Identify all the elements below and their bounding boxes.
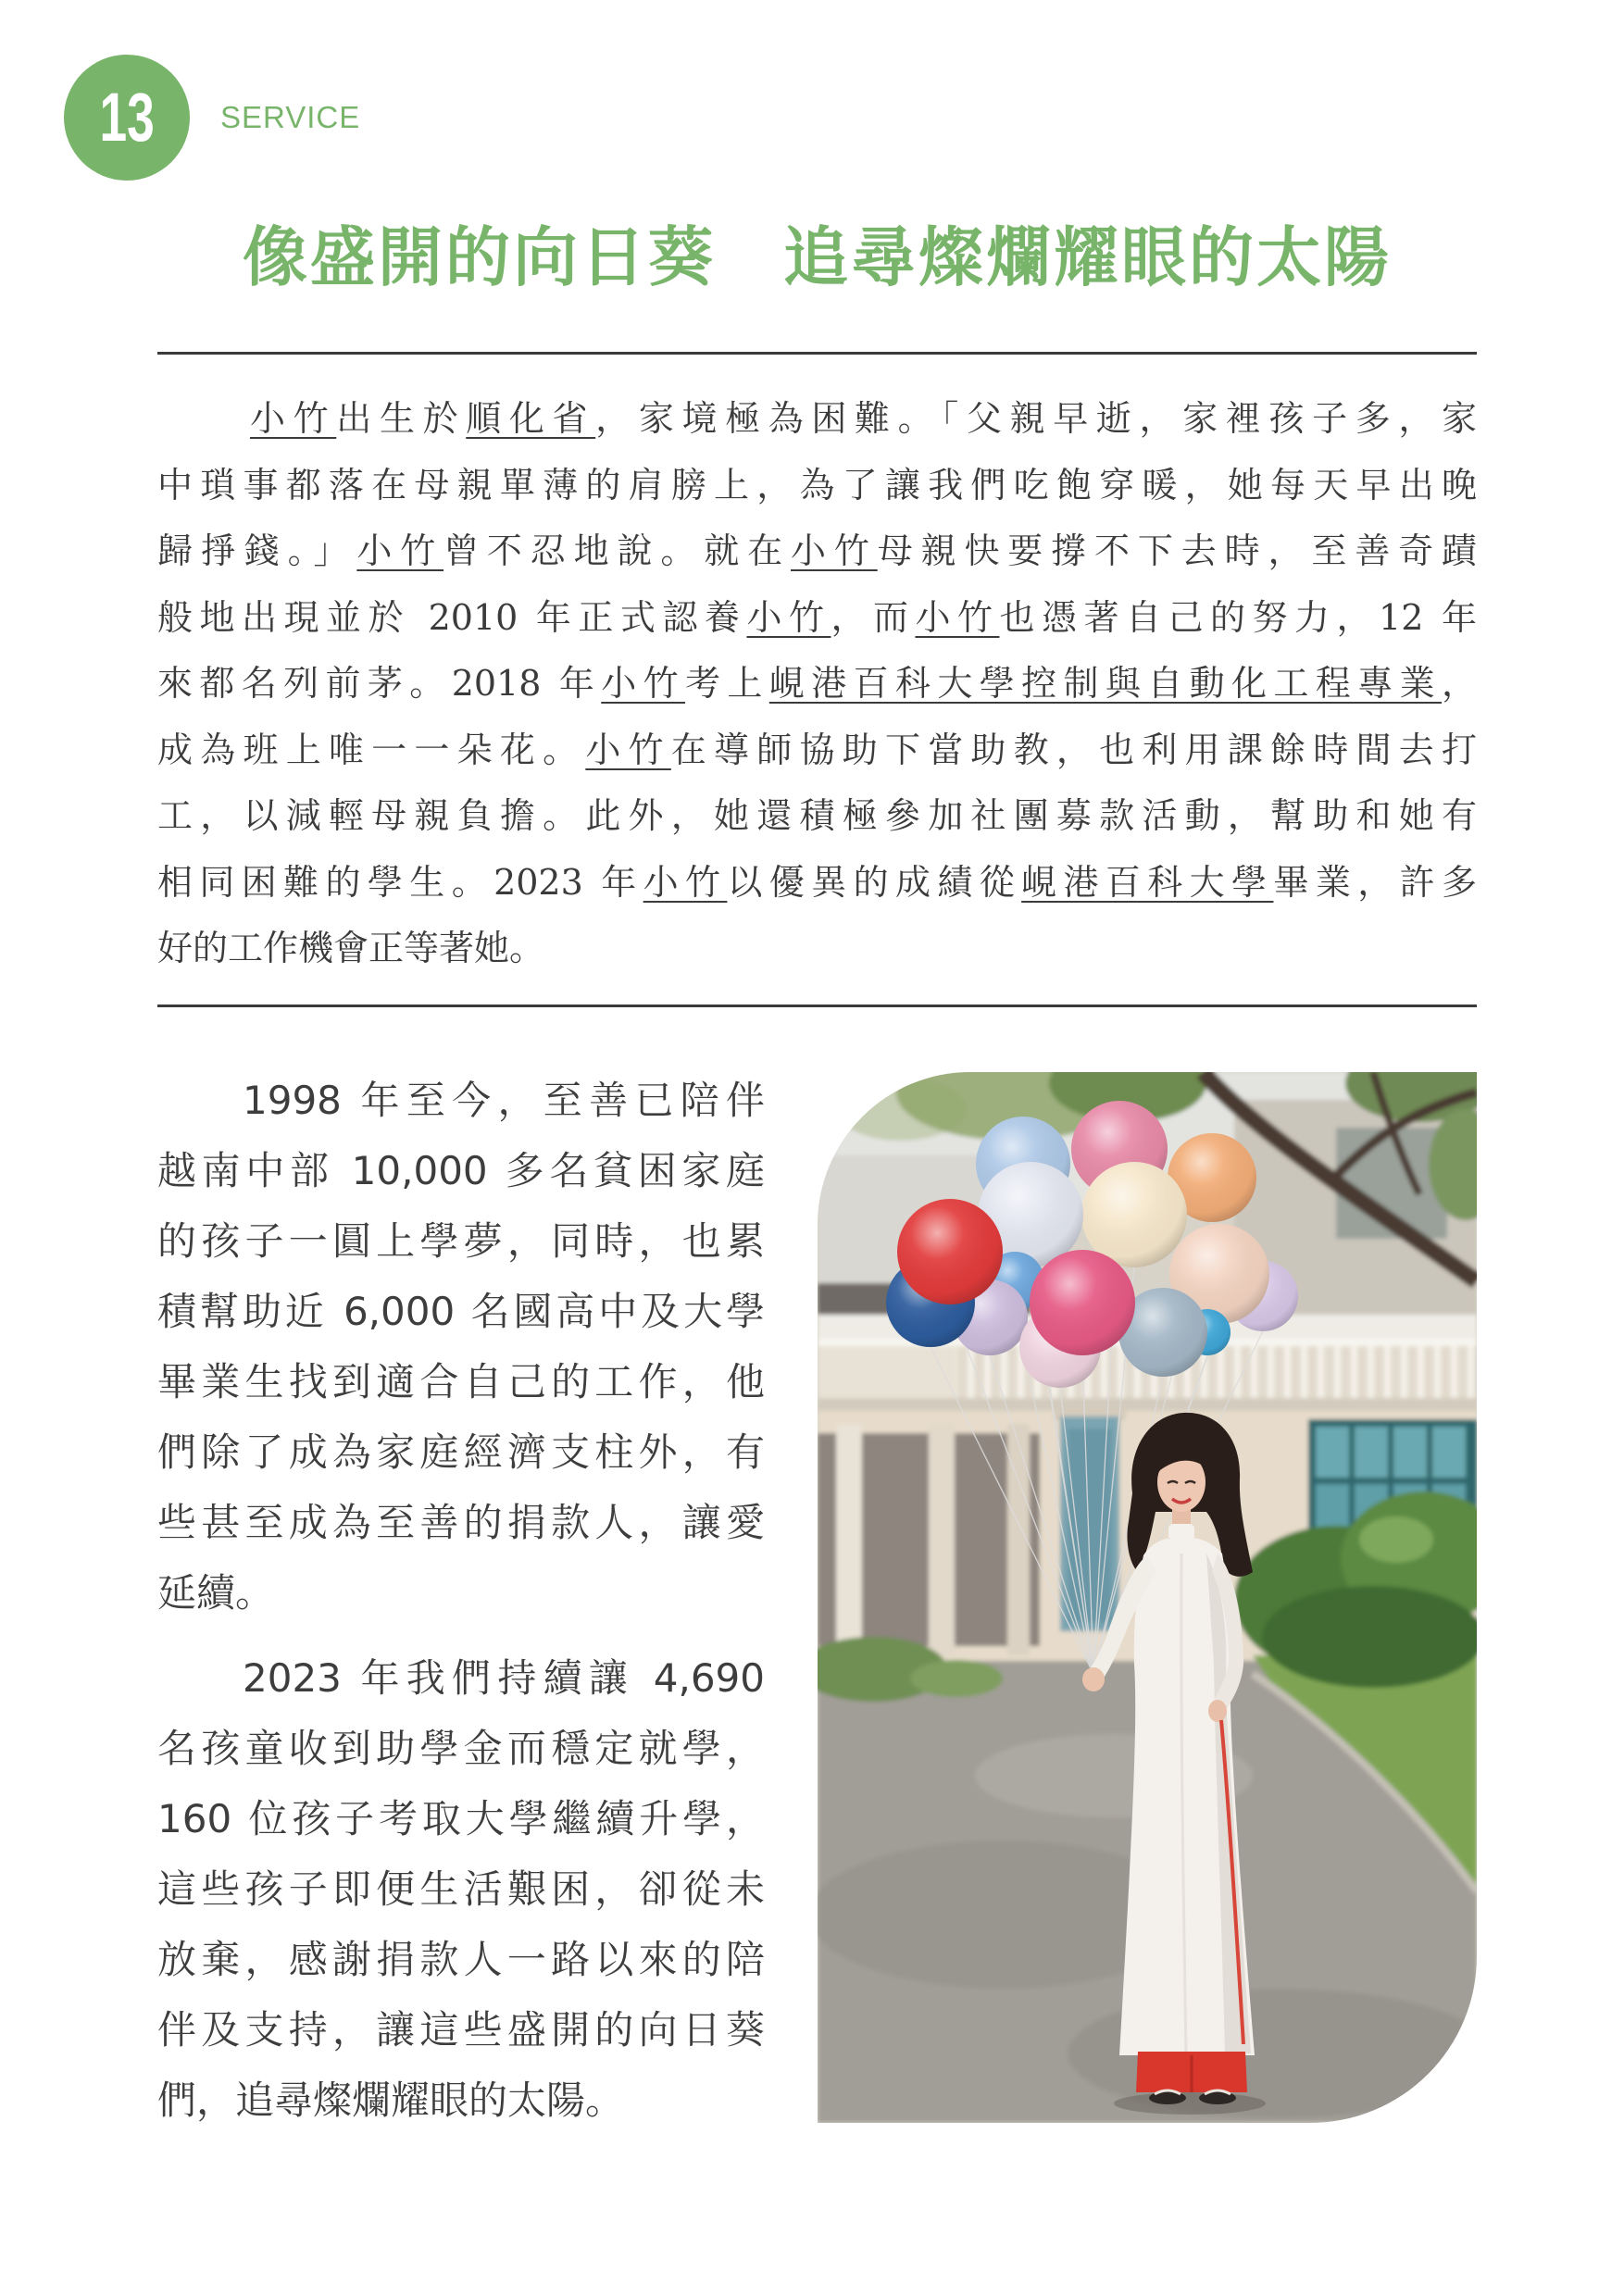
story-line: [157, 718, 1477, 784]
story-text: 工，以減輕母親負擔。此外，她還積極參加社團募款活動，幫助和她有: [157, 795, 1477, 836]
story-line: [157, 386, 1477, 453]
impact-line: 名孩童收到助學金而穩定就學，: [157, 1726, 765, 1771]
story-text: 般地出現並於 2010 年正式認養: [157, 596, 747, 638]
impact-line: 積幫助近 6,000 名國高中及大學: [157, 1289, 765, 1334]
story-line: [157, 453, 1477, 519]
photo: [818, 1072, 1477, 2123]
balloon: [897, 1199, 1003, 1304]
balloon: [1030, 1250, 1135, 1355]
story-text: 來都名列前茅。2018 年: [157, 663, 602, 704]
story-text: 好的工作機會正等著她。: [157, 928, 545, 968]
story-line: [157, 783, 1477, 850]
impact-line: 延續。: [157, 1570, 275, 1616]
page-number: 13: [99, 79, 155, 156]
impact-text: [157, 1066, 765, 2136]
story-text: 歸掙錢。」: [157, 530, 357, 571]
impact-line: 畢業生找到適合自己的工作，他: [157, 1359, 765, 1404]
impact-paragraph: [157, 1643, 765, 2136]
impact-line: 些甚至成為至善的捐款人，讓愛: [157, 1500, 765, 1545]
story-text: ，: [1441, 663, 1477, 704]
balloon: [1081, 1162, 1187, 1267]
impact-paragraph: [157, 1066, 765, 1628]
story-text: 曾不忍地說。就在: [443, 530, 791, 571]
story-name-underlined: 峴港百科大學控制與自動化工程專業: [768, 663, 1442, 704]
story-name-underlined: 小竹: [790, 530, 878, 571]
story-text: 在導師協助下當助教，也利用課餘時間去打: [670, 729, 1477, 770]
impact-line: 伴及支持，讓這些盛開的向日葵: [157, 2007, 765, 2053]
story-text: 也憑著自己的努力，12 年: [999, 596, 1477, 638]
story-text: ，而: [831, 596, 916, 638]
impact-line: 1998 年至今，至善已陪伴: [243, 1078, 765, 1123]
story-name-underlined: 順化省: [466, 398, 596, 439]
story-text: 以優異的成績從: [727, 861, 1022, 903]
impact-line: 們，追尋燦爛耀眼的太陽。: [157, 2078, 625, 2123]
story-text: 母親快要撐不下去時，至善奇蹟: [877, 530, 1477, 571]
story-line: [157, 585, 1477, 652]
impact-line: 這些孩子即便生活艱困，卻從未: [157, 1866, 765, 1912]
story-name-underlined: 小竹: [915, 596, 1000, 638]
story-name-underlined: 小竹: [643, 861, 728, 903]
story-text: 考上: [685, 663, 769, 704]
story-line: [157, 651, 1477, 718]
impact-line: 越南中部 10,000 多名貧困家庭: [157, 1148, 765, 1193]
page-title: 像盛開的向日葵 追尋燦爛耀眼的太陽: [243, 219, 1392, 295]
top-divider: [157, 352, 1477, 355]
impact-line: 放棄，感謝捐款人一路以來的陪: [157, 1937, 765, 1982]
story-text: ，家境極為困難。「父親早逝，家裡孩子多，家: [595, 398, 1477, 439]
story-paragraph: [157, 386, 1477, 982]
story-text: 出生於: [336, 398, 467, 439]
impact-line: 2023 年我們持續讓 4,690: [243, 1655, 765, 1701]
story-text: 成為班上唯一一朵花。: [157, 729, 586, 770]
impact-line: 們除了成為家庭經濟支柱外，有: [157, 1429, 765, 1475]
section-label: SERVICE: [220, 100, 361, 134]
story-text: 畢業，許多: [1273, 861, 1477, 903]
story-text: 相同困難的學生。2023 年: [157, 861, 643, 903]
story-name-underlined: 小竹: [585, 729, 671, 770]
story-text: 中瑣事都落在母親單薄的肩膀上，為了讓我們吃飽穿暖，她每天早出晚: [157, 464, 1477, 505]
story-name-underlined: 小竹: [601, 663, 686, 704]
story-name-underlined: 峴港百科大學: [1021, 861, 1274, 903]
impact-line: 的孩子一圓上學夢，同時，也累: [157, 1218, 765, 1264]
page-number-badge: [64, 55, 190, 181]
photo-illustration: [818, 1072, 1477, 2123]
story-line: [157, 916, 1477, 982]
impact-line: 160 位孩子考取大學繼續升學，: [157, 1796, 765, 1841]
story-line: [157, 850, 1477, 917]
story-name-underlined: 小竹: [250, 398, 337, 439]
story-name-underlined: 小竹: [356, 530, 444, 571]
bottom-divider: [157, 1004, 1477, 1007]
story-name-underlined: 小竹: [746, 596, 831, 638]
story-line: [157, 518, 1477, 585]
